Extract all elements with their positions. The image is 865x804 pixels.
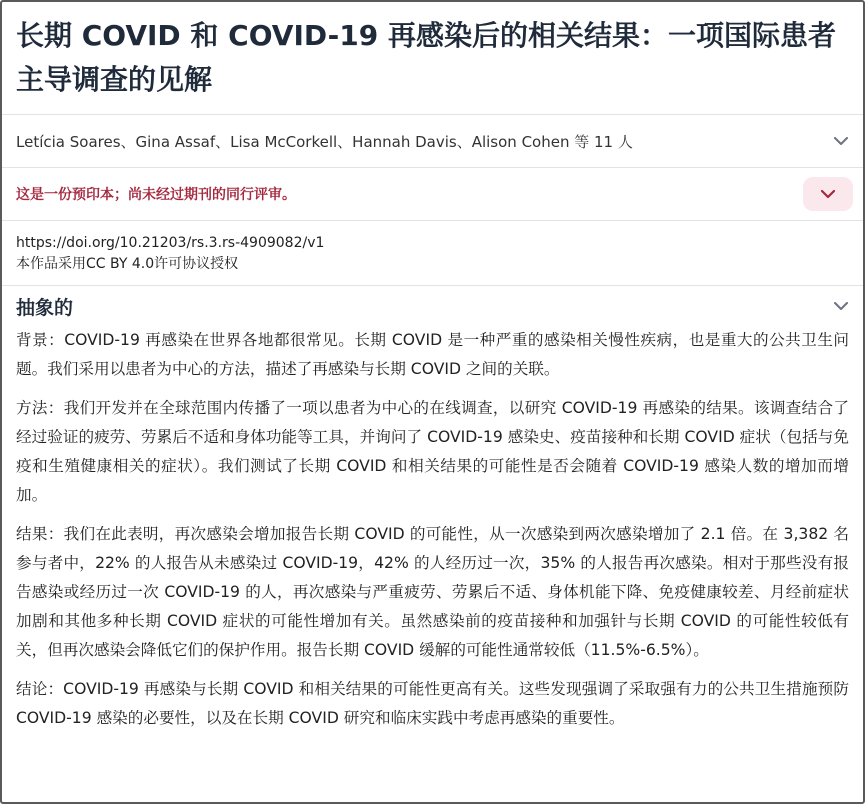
abstract-background: 背景：COVID-19 再感染在世界各地都很常见。长期 COVID 是一种严重的感染相关慢性疾病，也是重大的公共卫生问题。我们采用以患者为中心的方法，描述了再感染与长期 COVID 之间的关联。 [16, 331, 849, 378]
chevron-down-icon[interactable] [833, 298, 849, 314]
abstract-body [2, 326, 863, 733]
preprint-notice-text: 这是一份预印本；尚未经过期刊的同行评审。 [16, 187, 296, 203]
license-text: 本作品采用CC BY 4.0许可协议授权 [16, 256, 239, 272]
chevron-down-icon[interactable] [833, 133, 849, 149]
chevron-down-icon [821, 190, 835, 199]
preprint-notice [2, 168, 863, 220]
abstract-heading: 抽象的 [16, 296, 74, 319]
abstract-toggle[interactable] [2, 286, 863, 326]
preprint-expand-button[interactable] [803, 177, 853, 211]
citation-info [2, 221, 863, 285]
article-title: 长期 COVID 和 COVID-19 再感染后的相关结果：一项国际患者主导调查的见解 [16, 19, 836, 96]
abstract-results: 结果：我们在此表明，再次感染会增加报告长期 COVID 的可能性，从一次感染到两次感染增加了 2.1 倍。在 3,382 名参与者中，22% 的人报告从未感染过 COVID-19，42% 的人经历过一次，35% 的人报告再次感染。相对于那些没有报告感染或经历过一次 COVID-19 的人，再次感染与严重疲劳、劳累后不适、身体机能下降、免疫健康较差、月经前症状加剧和其他多种长期 COVID 症状的可能性增加有关。虽然感染前的疫苗接种和加强针与长期 COVID 的可能性较低有关，但再次感染会降低它们的保护作用。报告长期 COVID 缓解的可能性通常较低（11.5%-6.5%）。 [16, 525, 850, 659]
doi-link[interactable]: https://doi.org/10.21203/rs.3.rs-4909082/v1 [16, 235, 325, 251]
abstract-conclusion: 结论：COVID-19 再感染与长期 COVID 和相关结果的可能性更高有关。这些发现强调了采取强有力的公共卫生措施预防 COVID-19 感染的必要性，以及在长期 COVID 研究和临床实践中考虑再感染的重要性。 [16, 680, 849, 727]
abstract-methods: 方法：我们开发并在全球范围内传播了一项以患者为中心的在线调查，以研究 COVID-19 再感染的结果。该调查结合了经过验证的疲劳、劳累后不适和身体功能等工具，并询问了 COVID-19 感染史、疫苗接种和长期 COVID 症状（包括与免疫和生殖健康相关的症状）。我们测试了长期 COVID 和相关结果的可能性是否会随着 COVID-19 感染人数的增加而增加。 [16, 399, 849, 504]
authors-toggle[interactable] [2, 115, 863, 167]
authors-list: Letícia Soares、Gina Assaf、Lisa McCorkell、Hannah Davis、Alison Cohen 等 11 人 [16, 132, 633, 151]
